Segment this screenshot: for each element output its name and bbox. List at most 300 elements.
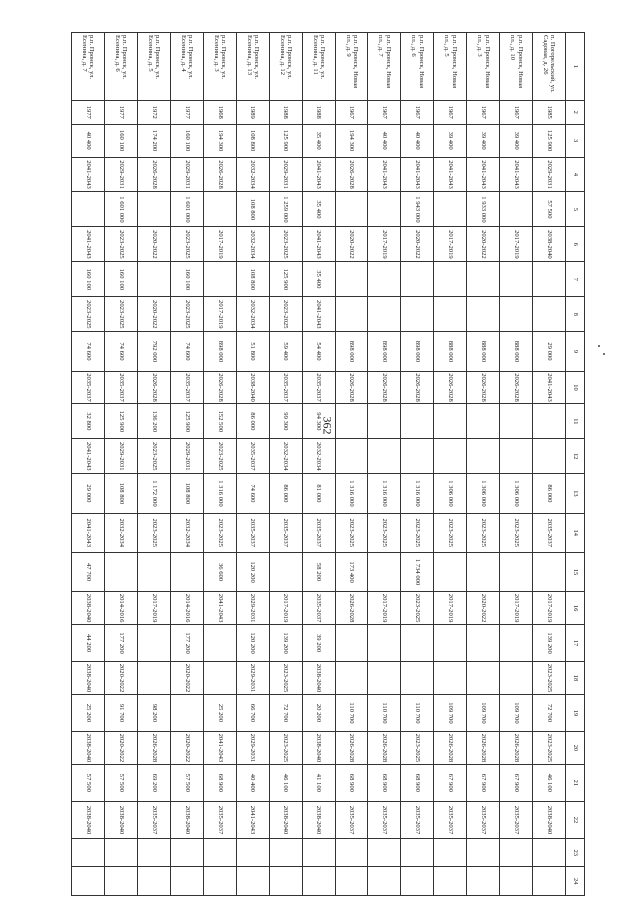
table-cell: 2020-2022 <box>105 662 138 695</box>
table-cell: 39 400 <box>467 124 500 157</box>
table-cell: 2035-2037 <box>335 801 368 838</box>
table-cell: 1 306 000 <box>467 474 500 513</box>
table-cell <box>434 624 467 661</box>
table-cell: 2017-2019 <box>434 592 467 625</box>
table-cell: 2020-2022 <box>170 662 203 695</box>
table-cell: 66 700 <box>236 694 269 731</box>
column-header: 10 <box>566 371 585 404</box>
table-cell <box>434 404 467 439</box>
table-cell: 2038-2040 <box>302 662 335 695</box>
table-cell: 1 306 000 <box>434 474 467 513</box>
column-header: 21 <box>566 764 585 801</box>
table-cell: 173 400 <box>335 552 368 591</box>
table-cell: 2041-2043 <box>434 157 467 192</box>
table-cell: 2023-2025 <box>269 227 302 262</box>
table-cell: 40 400 <box>401 124 434 157</box>
table-cell: 2041-2043 <box>72 513 105 552</box>
table-cell: 2023-2025 <box>401 732 434 765</box>
table-cell: 2017-2019 <box>269 592 302 625</box>
table-cell: 2035-2037 <box>170 371 203 404</box>
column-header: 3 <box>566 124 585 157</box>
table-cell <box>368 624 401 661</box>
table-cell: 2041-2043 <box>203 592 236 625</box>
table-cell: 1967 <box>500 100 533 124</box>
table-cell: 2038-2040 <box>72 592 105 625</box>
table-cell <box>533 439 566 474</box>
table-cell: 2041-2043 <box>467 157 500 192</box>
column-header: 11 <box>566 404 585 439</box>
data-table <box>71 32 585 896</box>
table-cell <box>269 552 302 591</box>
table-cell: 74 600 <box>236 474 269 513</box>
table-cell <box>138 662 171 695</box>
table-cell: 2023-2025 <box>203 439 236 474</box>
table-cell <box>368 404 401 439</box>
table-cell: 888 000 <box>500 332 533 371</box>
table-cell: 25 200 <box>72 694 105 731</box>
table-cell: 1967 <box>368 100 401 124</box>
table-cell: 2029-2031 <box>533 157 566 192</box>
table-cell: 2020-2022 <box>401 227 434 262</box>
table-cell: 2026-2028 <box>500 371 533 404</box>
column-header: 23 <box>566 839 585 867</box>
table-cell <box>434 297 467 332</box>
table-cell <box>500 867 533 896</box>
address-cell: р.п. Пронск, ул. Есенина, д. 5 <box>138 33 171 101</box>
table-cell: 125 900 <box>105 404 138 439</box>
table-cell <box>467 839 500 867</box>
table-cell <box>203 867 236 896</box>
table-cell: 2029-2031 <box>105 157 138 192</box>
table-cell: 2026-2028 <box>138 157 171 192</box>
address-cell: р.п. Пронск, Новая пл., д. 10 <box>500 33 533 101</box>
table-cell <box>467 439 500 474</box>
table-cell <box>401 297 434 332</box>
table-cell: 2038-2040 <box>269 801 302 838</box>
table-cell: 2035-2037 <box>434 801 467 838</box>
table-cell: 25 200 <box>203 694 236 731</box>
table-cell <box>203 839 236 867</box>
table-cell: 2035-2037 <box>105 371 138 404</box>
scan-speck <box>603 353 605 355</box>
table-cell: 108 800 <box>236 262 269 297</box>
table-cell: 110 700 <box>401 694 434 731</box>
table-cell: 2023-2025 <box>170 227 203 262</box>
table-cell: 74 600 <box>170 332 203 371</box>
table-cell: 2026-2028 <box>368 732 401 765</box>
table-row <box>533 33 566 896</box>
table-cell: 2026-2028 <box>401 371 434 404</box>
table-cell: 1 316 000 <box>335 474 368 513</box>
column-header: 4 <box>566 157 585 192</box>
table-cell: 888 000 <box>467 332 500 371</box>
table-cell: 2032-2034 <box>302 439 335 474</box>
table-cell: 2035-2037 <box>138 801 171 838</box>
table-cell: 2026-2028 <box>138 732 171 765</box>
table-cell <box>368 867 401 896</box>
table-cell: 2023-2025 <box>335 513 368 552</box>
table-cell: 1 601 000 <box>105 192 138 227</box>
table-cell: 194 300 <box>203 124 236 157</box>
table-cell <box>72 192 105 227</box>
table-cell: 2038-2040 <box>302 801 335 838</box>
table-cell: 51 800 <box>236 332 269 371</box>
table-cell <box>335 662 368 695</box>
table-cell: 1989 <box>236 100 269 124</box>
table-cell: 792 000 <box>138 332 171 371</box>
table-cell <box>170 552 203 591</box>
table-cell <box>203 262 236 297</box>
table-row <box>170 33 203 896</box>
table-cell: 2017-2019 <box>434 227 467 262</box>
table-cell <box>467 624 500 661</box>
page-number: 362 <box>320 416 335 435</box>
table-cell <box>138 624 171 661</box>
address-cell: р.п. Пронск, Новая пл., д. 6 <box>401 33 434 101</box>
table-cell <box>500 262 533 297</box>
table-cell: 1967 <box>467 100 500 124</box>
table-cell: 68 900 <box>368 764 401 801</box>
table-cell: 110 700 <box>368 694 401 731</box>
table-cell: 81 000 <box>302 474 335 513</box>
table-cell: 2026-2028 <box>500 732 533 765</box>
table-cell: 2023-2025 <box>434 513 467 552</box>
table-row <box>105 33 138 896</box>
address-cell: р.п. Пронск, ул. Есенина, д. 3 <box>203 33 236 101</box>
table-cell: 2026-2028 <box>368 371 401 404</box>
table-cell: 109 700 <box>500 694 533 731</box>
table-cell: 194 300 <box>335 124 368 157</box>
table-cell <box>434 867 467 896</box>
table-cell <box>500 624 533 661</box>
table-row <box>335 33 368 896</box>
table-cell <box>368 839 401 867</box>
table-cell: 2020-2022 <box>138 297 171 332</box>
table-cell: 2029-2031 <box>269 157 302 192</box>
rotated-table-wrapper <box>71 32 585 896</box>
table-cell: 1985 <box>533 100 566 124</box>
table-cell <box>500 662 533 695</box>
table-cell: 139 200 <box>269 624 302 661</box>
table-cell: 2017-2019 <box>500 592 533 625</box>
table-cell: 888 000 <box>434 332 467 371</box>
table-cell: 1 259 000 <box>269 192 302 227</box>
table-cell: 67 900 <box>500 764 533 801</box>
table-cell <box>203 192 236 227</box>
table-cell <box>138 867 171 896</box>
table-cell: 2035-2037 <box>401 801 434 838</box>
table-cell: 2041-2043 <box>203 732 236 765</box>
table-cell: 1 734 000 <box>401 552 434 591</box>
table-cell: 2032-2034 <box>236 297 269 332</box>
table-cell <box>170 867 203 896</box>
table-cell <box>269 867 302 896</box>
table-cell: 898 000 <box>335 332 368 371</box>
address-cell: р.п. Пронск, Новая пл., д. 3 <box>467 33 500 101</box>
table-cell: 2038-2040 <box>72 732 105 765</box>
table-cell <box>302 867 335 896</box>
table-cell: 160 100 <box>105 124 138 157</box>
table-cell: 2041-2043 <box>72 439 105 474</box>
table-cell: 108 800 <box>105 474 138 513</box>
table-cell: 2023-2025 <box>368 513 401 552</box>
table-cell: 2038-2040 <box>170 801 203 838</box>
table-cell: 2026-2028 <box>335 732 368 765</box>
table-cell <box>138 552 171 591</box>
table-cell: 2017-2019 <box>500 227 533 262</box>
table-cell: 72 700 <box>533 694 566 731</box>
table-cell: 2023-2025 <box>269 297 302 332</box>
table-cell: 2038-2040 <box>72 662 105 695</box>
table-cell: 2035-2037 <box>467 801 500 838</box>
table-cell: 136 200 <box>138 404 171 439</box>
column-header: 17 <box>566 624 585 661</box>
table-cell: 2038-2040 <box>105 801 138 838</box>
table-cell: 67 900 <box>434 764 467 801</box>
table-cell: 39 200 <box>302 624 335 661</box>
table-cell <box>302 839 335 867</box>
table-cell: 1977 <box>72 100 105 124</box>
table-cell <box>105 839 138 867</box>
column-header: 5 <box>566 192 585 227</box>
table-cell <box>467 552 500 591</box>
table-cell: 120 200 <box>236 552 269 591</box>
table-cell <box>72 839 105 867</box>
table-cell: 139 200 <box>533 624 566 661</box>
table-cell: 57 500 <box>105 764 138 801</box>
table-cell: 2026-2028 <box>335 592 368 625</box>
table-cell <box>401 839 434 867</box>
table-cell: 1968 <box>203 100 236 124</box>
table-cell <box>236 867 269 896</box>
table-cell <box>467 404 500 439</box>
address-cell: р.п. Пронск, ул. Есенина, д. 4 <box>170 33 203 101</box>
table-cell: 2038-2040 <box>302 732 335 765</box>
table-cell: 46 100 <box>269 764 302 801</box>
table-cell <box>105 552 138 591</box>
table-cell: 1 172 000 <box>138 474 171 513</box>
table-cell: 2020-2022 <box>467 227 500 262</box>
column-header: 14 <box>566 513 585 552</box>
table-cell: 2035-2037 <box>500 801 533 838</box>
table-cell <box>335 439 368 474</box>
table-cell <box>434 552 467 591</box>
column-header: 1 <box>566 33 585 101</box>
column-header: 12 <box>566 439 585 474</box>
table-cell <box>335 867 368 896</box>
table-cell <box>434 439 467 474</box>
table-cell: 2023-2025 <box>105 297 138 332</box>
table-cell: 2026-2028 <box>467 732 500 765</box>
table-cell: 898 000 <box>368 332 401 371</box>
table-cell: 1972 <box>138 100 171 124</box>
table-cell <box>533 552 566 591</box>
table-row <box>302 33 335 896</box>
table-cell <box>335 839 368 867</box>
table-cell <box>533 839 566 867</box>
table-cell: 2035-2037 <box>236 513 269 552</box>
column-header: 19 <box>566 694 585 731</box>
table-cell: 160 100 <box>105 262 138 297</box>
table-cell <box>401 262 434 297</box>
table-cell: 2026-2028 <box>203 157 236 192</box>
table-cell: 2014-2016 <box>105 592 138 625</box>
table-cell: 1 316 000 <box>368 474 401 513</box>
table-cell: 2041-2043 <box>302 157 335 192</box>
table-cell: 2023-2025 <box>72 297 105 332</box>
table-cell: 2020-2022 <box>138 227 171 262</box>
table-cell: 2032-2034 <box>236 157 269 192</box>
table-cell <box>335 624 368 661</box>
table-cell: 2035-2037 <box>236 439 269 474</box>
table-cell: 2014-2016 <box>170 592 203 625</box>
column-header: 24 <box>566 867 585 896</box>
column-header: 7 <box>566 262 585 297</box>
table-cell <box>335 297 368 332</box>
table-cell: 86 000 <box>533 474 566 513</box>
table-cell: 177 200 <box>105 624 138 661</box>
table-row <box>368 33 401 896</box>
address-cell: р.п. Пронск, Новая пл., д. 9 <box>335 33 368 101</box>
table-cell <box>335 262 368 297</box>
table-cell: 2029-2031 <box>236 662 269 695</box>
table-cell: 2020-2022 <box>105 732 138 765</box>
table-row <box>72 33 105 896</box>
address-cell: р.п. Пронск, ул. Есенина, д. 6 <box>105 33 138 101</box>
table-cell: 54 400 <box>302 332 335 371</box>
table-cell: 1967 <box>335 100 368 124</box>
table-cell: 40 400 <box>236 764 269 801</box>
table-cell: 1977 <box>170 100 203 124</box>
table-cell: 2026-2028 <box>335 157 368 192</box>
table-cell: 2029-2031 <box>170 157 203 192</box>
table-cell: 125 900 <box>170 404 203 439</box>
table-cell: 898 000 <box>203 332 236 371</box>
table-cell: 59 400 <box>269 332 302 371</box>
table-cell: 1967 <box>434 100 467 124</box>
address-cell: п. Погорельский, ул. Садовая, д. 26 <box>533 33 566 101</box>
table-cell: 2032-2034 <box>105 513 138 552</box>
table-cell: 2035-2037 <box>269 513 302 552</box>
table-cell: 2017-2019 <box>138 592 171 625</box>
table-cell: 2023-2025 <box>467 513 500 552</box>
table-cell <box>368 192 401 227</box>
table-cell: 1 316 000 <box>401 474 434 513</box>
table-cell: 160 100 <box>170 124 203 157</box>
table-cell <box>138 262 171 297</box>
table-cell <box>401 662 434 695</box>
table-cell: 2026-2028 <box>434 371 467 404</box>
table-cell: 2035-2037 <box>302 592 335 625</box>
table-cell <box>72 867 105 896</box>
table-cell: 47 700 <box>72 552 105 591</box>
table-cell: 125 900 <box>269 124 302 157</box>
table-cell: 2023-2025 <box>401 513 434 552</box>
column-header: 22 <box>566 801 585 838</box>
table-cell: 2035-2037 <box>302 371 335 404</box>
table-cell: 108 800 <box>236 192 269 227</box>
table-cell: 40 400 <box>72 124 105 157</box>
table-cell: 2029-2031 <box>236 592 269 625</box>
table-cell <box>533 404 566 439</box>
table-row <box>401 33 434 896</box>
table-cell: 2032-2034 <box>269 439 302 474</box>
table-cell: 109 700 <box>434 694 467 731</box>
table-cell: 86 000 <box>236 404 269 439</box>
table-cell: 2038-2040 <box>72 801 105 838</box>
table-cell: 40 400 <box>368 124 401 157</box>
table-cell: 36 600 <box>203 552 236 591</box>
table-cell <box>434 262 467 297</box>
table-cell: 67 900 <box>467 764 500 801</box>
table-cell <box>170 694 203 731</box>
table-cell: 2041-2043 <box>72 157 105 192</box>
table-cell <box>335 192 368 227</box>
address-cell: р.п. Пронск, ул. Есенина, д. 12 <box>269 33 302 101</box>
table-cell: 58 200 <box>302 552 335 591</box>
table-cell: 46 100 <box>533 764 566 801</box>
table-cell: 68 900 <box>203 764 236 801</box>
address-cell: р.п. Пронск, Новая пл., д. 7 <box>368 33 401 101</box>
table-cell: 1 316 000 <box>203 474 236 513</box>
table-cell: 94 300 <box>302 404 335 439</box>
table-row <box>269 33 302 896</box>
table-cell: 39 400 <box>434 124 467 157</box>
table-cell: 174 200 <box>138 124 171 157</box>
table-cell: 1 933 000 <box>467 192 500 227</box>
table-cell: 2029-2031 <box>170 439 203 474</box>
table-cell: 2029-2031 <box>105 439 138 474</box>
table-cell: 74 600 <box>72 332 105 371</box>
table-cell: 57 500 <box>170 764 203 801</box>
table-cell: 2026-2028 <box>138 371 171 404</box>
table-cell: 2017-2019 <box>368 592 401 625</box>
table-cell: 32 800 <box>72 404 105 439</box>
column-header: 9 <box>566 332 585 371</box>
table-cell: 160 100 <box>72 262 105 297</box>
table-cell: 35 400 <box>302 124 335 157</box>
table-cell: 1988 <box>302 100 335 124</box>
table-cell <box>533 867 566 896</box>
table-cell <box>401 439 434 474</box>
table-cell: 2032-2034 <box>170 513 203 552</box>
table-cell: 1 943 000 <box>401 192 434 227</box>
table-cell <box>138 839 171 867</box>
table-cell: 2035-2037 <box>269 371 302 404</box>
table-cell: 160 100 <box>170 262 203 297</box>
table-cell: 2035-2037 <box>203 801 236 838</box>
table-cell: 57 500 <box>72 764 105 801</box>
column-header: 15 <box>566 552 585 591</box>
table-cell: 109 700 <box>467 694 500 731</box>
table-cell: 120 200 <box>236 624 269 661</box>
table-cell: 110 700 <box>335 694 368 731</box>
table-cell: 1988 <box>269 100 302 124</box>
table-cell: 57 500 <box>533 192 566 227</box>
table-row <box>203 33 236 896</box>
table-cell: 1967 <box>401 100 434 124</box>
table-cell: 2026-2028 <box>203 371 236 404</box>
table-cell <box>203 624 236 661</box>
table-cell <box>467 662 500 695</box>
table-cell <box>335 404 368 439</box>
table-cell: 2023-2025 <box>269 732 302 765</box>
table-cell <box>500 192 533 227</box>
column-header: 2 <box>566 100 585 124</box>
table-cell <box>533 297 566 332</box>
table-cell: 2017-2019 <box>533 592 566 625</box>
table-cell: 35 400 <box>302 192 335 227</box>
